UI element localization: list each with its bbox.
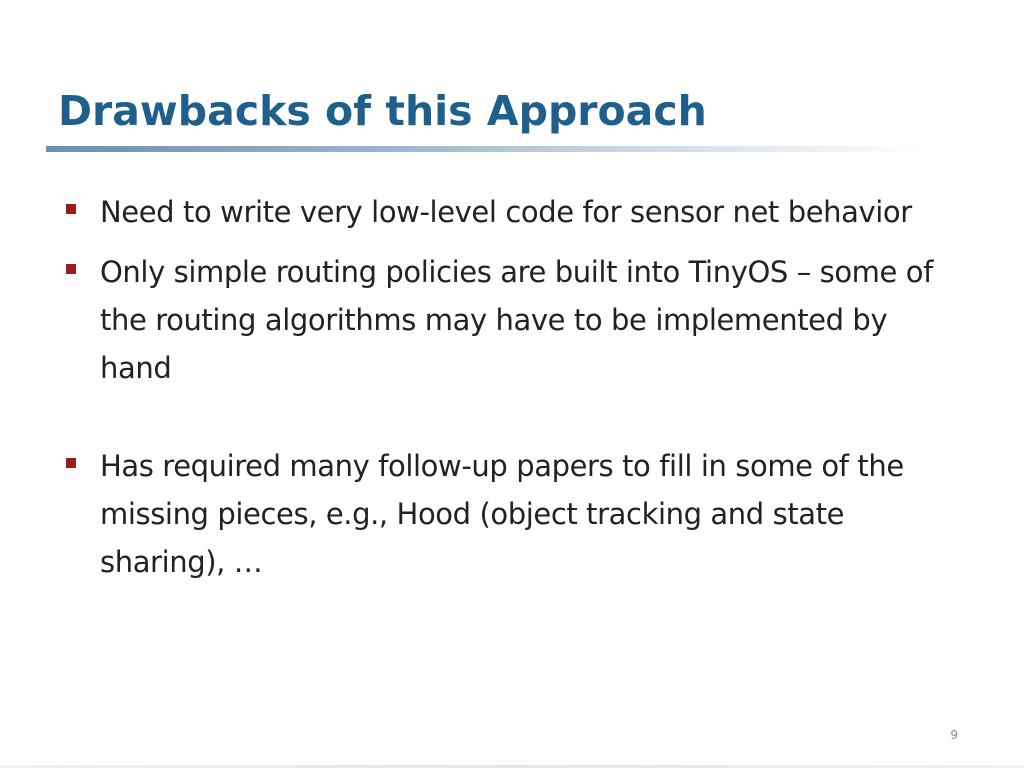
title-underline: [46, 146, 926, 152]
bullet-text: Only simple routing policies are built into TinyOS – some of the routing algorithms may have to be implemented by hand: [100, 255, 933, 385]
slide-title: Drawbacks of this Approach: [58, 87, 707, 135]
bullet-text: Need to write very low-level code for sensor net behavior: [100, 195, 912, 229]
bullet-item: [66, 188, 966, 236]
bullet-item: [66, 442, 966, 586]
bullet-item: [66, 248, 966, 392]
bullet-list: [66, 188, 966, 598]
square-bullet-icon: [66, 458, 76, 468]
square-bullet-icon: [66, 264, 76, 274]
bullet-text: Has required many follow-up papers to fill in some of the missing pieces, e.g., Hood (object tracking and state sharing), …: [100, 449, 904, 579]
page-number: 9: [950, 728, 958, 742]
square-bullet-icon: [66, 204, 76, 214]
